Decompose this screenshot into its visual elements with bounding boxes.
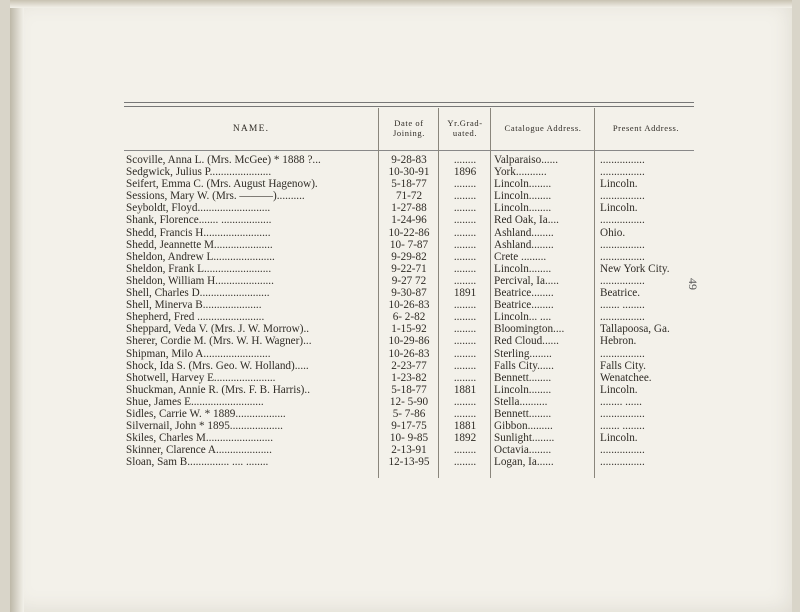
date-of-joining-cell: 71-72: [395, 190, 423, 203]
present-address-cell: Lincoln.: [600, 202, 638, 215]
member-name-cell: Shedd, Francis H........................: [126, 226, 271, 239]
date-of-joining-cell: 6- 2-82: [392, 311, 426, 324]
catalogue-address-cell: Bennett........: [494, 407, 552, 420]
date-of-joining-cell: 9-17-75: [391, 420, 427, 433]
date-of-joining-cell: 2-13-91: [391, 444, 427, 457]
table-row: [124, 178, 696, 190]
catalogue-address-cell: Bennett........: [494, 371, 552, 384]
year-graduated-cell: ........: [453, 371, 477, 384]
present-address-cell: Lincoln.: [600, 383, 638, 396]
table-row: [124, 360, 696, 372]
member-name-cell: Shotwell, Harvey E......................: [126, 371, 276, 384]
present-address-cell: ................: [600, 238, 645, 251]
year-graduated-cell: ........: [453, 238, 477, 251]
member-name-cell: Shipman, Milo A........................: [126, 347, 271, 360]
date-of-joining-cell: 12- 5-90: [389, 395, 429, 408]
year-graduated-cell: ........: [453, 456, 477, 469]
year-graduated-cell: ........: [453, 190, 477, 203]
present-address-cell: ........ ......: [600, 395, 642, 408]
year-graduated-cell: ........: [453, 395, 477, 408]
present-address-cell: ................: [600, 166, 645, 179]
table-row: [124, 227, 696, 239]
member-name-cell: Skiles, Charles M........................: [126, 432, 273, 445]
book-binding: [10, 0, 24, 612]
catalogue-address-cell: Sterling........: [494, 347, 552, 360]
header-present-address: Present Address.: [612, 123, 680, 134]
catalogue-address-cell: Beatrice........: [494, 287, 554, 300]
present-address-cell: Hebron.: [600, 335, 637, 348]
member-name-cell: Shuckman, Annie R. (Mrs. F. B. Harris)..: [126, 383, 310, 396]
date-of-joining-cell: 2-23-77: [391, 359, 427, 372]
date-of-joining-cell: 10-29-86: [388, 335, 430, 348]
catalogue-address-cell: Red Oak, Ia....: [494, 214, 559, 227]
table-row: [124, 214, 696, 226]
member-name-cell: Shell, Minerva B.....................: [126, 299, 262, 312]
header-name: NAME.: [232, 123, 270, 134]
date-of-joining-cell: 5-18-77: [391, 383, 427, 396]
date-of-joining-cell: 5-18-77: [391, 178, 427, 191]
catalogue-address-cell: Octavia........: [494, 444, 552, 457]
page: [10, 0, 792, 612]
member-name-cell: Seifert, Emma C. (Mrs. August Hagenow).: [126, 178, 318, 191]
catalogue-address-cell: Lincoln........: [494, 202, 552, 215]
catalogue-address-cell: Falls City......: [494, 359, 554, 372]
table-row: [124, 372, 696, 384]
present-address-cell: Lincoln.: [600, 178, 638, 191]
date-of-joining-cell: 10-26-83: [388, 299, 430, 312]
member-name-cell: Shedd, Jeannette M.....................: [126, 238, 273, 251]
page-number: 49: [686, 278, 700, 290]
date-of-joining-cell: 9-22-71: [391, 262, 427, 275]
member-name-cell: Sessions, Mary W. (Mrs. ———)..........: [126, 190, 305, 203]
catalogue-address-cell: Crete .........: [494, 250, 547, 263]
present-address-cell: Wenatchee.: [600, 371, 652, 384]
year-graduated-cell: ........: [453, 178, 477, 191]
table-top-rule-inner: [124, 106, 694, 107]
present-address-cell: ................: [600, 190, 645, 203]
date-of-joining-cell: 1-27-88: [391, 202, 427, 215]
member-name-cell: Sidles, Carrie W. * 1889..................: [126, 407, 286, 420]
date-of-joining-cell: 10-30-91: [388, 166, 430, 179]
catalogue-address-cell: Lincoln... ....: [494, 311, 552, 324]
table-row: [124, 263, 696, 275]
date-of-joining-cell: 5- 7-86: [392, 407, 426, 420]
present-address-cell: ................: [600, 407, 645, 420]
member-name-cell: Skinner, Clarence A....................: [126, 444, 272, 457]
catalogue-address-cell: Red Cloud......: [494, 335, 559, 348]
table-row: [124, 251, 696, 263]
catalogue-address-cell: Percival, Ia.....: [494, 274, 559, 287]
member-name-cell: Silvernail, John * 1895...................: [126, 420, 283, 433]
catalogue-address-cell: Lincoln........: [494, 190, 552, 203]
date-of-joining-cell: 9-29-82: [391, 250, 427, 263]
member-name-cell: Shank, Florence....... ..................: [126, 214, 272, 227]
date-of-joining-cell: 10- 7-87: [389, 238, 429, 251]
present-address-cell: ................: [600, 214, 645, 227]
table-row: [124, 239, 696, 251]
year-graduated-cell: ........: [453, 274, 477, 287]
date-of-joining-cell: 1-15-92: [391, 323, 427, 336]
catalogue-address-cell: Lincoln........: [494, 383, 552, 396]
year-graduated-cell: ........: [453, 444, 477, 457]
table-row: [124, 202, 696, 214]
year-graduated-cell: ........: [453, 359, 477, 372]
present-address-cell: Falls City.: [600, 359, 646, 372]
year-graduated-cell: ........: [453, 262, 477, 275]
year-graduated-cell: 1881: [453, 420, 477, 433]
present-address-cell: Lincoln.: [600, 432, 638, 445]
year-graduated-cell: ........: [453, 335, 477, 348]
catalogue-address-cell: Ashland........: [494, 238, 554, 251]
present-address-cell: ................: [600, 347, 645, 360]
member-name-cell: Sheppard, Veda V. (Mrs. J. W. Morrow)..: [126, 323, 310, 336]
table-top-rule: [124, 102, 694, 103]
year-graduated-cell: 1891: [453, 287, 477, 300]
member-name-cell: Sheldon, William H.....................: [126, 274, 274, 287]
header-year-graduated: Yr.Grad-uated.: [447, 118, 483, 138]
page-top-edge: [10, 0, 792, 8]
year-graduated-cell: ........: [453, 407, 477, 420]
year-graduated-cell: ........: [453, 154, 477, 166]
year-graduated-cell: ........: [453, 311, 477, 324]
year-graduated-cell: ........: [453, 323, 477, 336]
date-of-joining-cell: 1-24-96: [391, 214, 427, 227]
catalogue-address-cell: Gibbon.........: [494, 420, 553, 433]
catalogue-address-cell: Sunlight........: [494, 432, 555, 445]
present-address-cell: ................: [600, 444, 645, 457]
catalogue-address-cell: Logan, Ia......: [494, 456, 554, 469]
present-address-cell: New York City.: [600, 262, 670, 275]
present-address-cell: Ohio.: [600, 226, 626, 239]
date-of-joining-cell: 9-28-83: [391, 154, 427, 166]
catalogue-address-cell: Bloomington....: [494, 323, 565, 336]
member-name-cell: Shell, Charles D.........................: [126, 287, 270, 300]
present-address-cell: ................: [600, 250, 645, 263]
member-name-cell: Seyboldt, Floyd..........................: [126, 202, 271, 215]
year-graduated-cell: 1896: [453, 166, 477, 179]
table-row: [124, 384, 696, 396]
member-name-cell: Shepherd, Fred ........................: [126, 311, 265, 324]
catalogue-address-cell: Lincoln........: [494, 178, 552, 191]
year-graduated-cell: ........: [453, 226, 477, 239]
present-address-cell: ....... ........: [600, 420, 645, 433]
member-name-cell: Shue, James E..........................: [126, 395, 264, 408]
member-table-body: [124, 154, 696, 468]
year-graduated-cell: 1892: [453, 432, 477, 445]
table-row: [124, 190, 696, 202]
table-row: [124, 323, 696, 335]
table-row: [124, 432, 696, 444]
member-name-cell: Shock, Ida S. (Mrs. Geo. W. Holland).....: [126, 359, 309, 372]
year-graduated-cell: ........: [453, 250, 477, 263]
date-of-joining-cell: 12-13-95: [388, 456, 430, 469]
date-of-joining-cell: 9-27 72: [391, 274, 427, 287]
present-address-cell: Tallapoosa, Ga.: [600, 323, 670, 336]
year-graduated-cell: ........: [453, 202, 477, 215]
present-address-cell: ................: [600, 154, 645, 166]
table-row: [124, 166, 696, 178]
member-name-cell: Sheldon, Andrew L......................: [126, 250, 275, 263]
member-name-cell: Sherer, Cordie M. (Mrs. W. H. Wagner)...: [126, 335, 312, 348]
table-row: [124, 287, 696, 299]
year-graduated-cell: 1881: [453, 383, 477, 396]
date-of-joining-cell: 10-22-86: [388, 226, 430, 239]
catalogue-address-cell: York...........: [494, 166, 547, 179]
header-bottom-rule: [124, 150, 694, 151]
table-row: [124, 408, 696, 420]
present-address-cell: Beatrice.: [600, 287, 641, 300]
present-address-cell: ....... ........: [600, 299, 645, 312]
year-graduated-cell: ........: [453, 214, 477, 227]
present-address-cell: ................: [600, 311, 645, 324]
present-address-cell: ................: [600, 274, 645, 287]
year-graduated-cell: ........: [453, 299, 477, 312]
table-row: [124, 348, 696, 360]
table-row: [124, 456, 696, 468]
catalogue-address-cell: Ashland........: [494, 226, 554, 239]
date-of-joining-cell: 10-26-83: [388, 347, 430, 360]
table-row: [124, 396, 696, 408]
catalogue-address-cell: Stella..........: [494, 395, 548, 408]
table-row: [124, 335, 696, 347]
header-catalogue-address: Catalogue Address.: [504, 123, 582, 134]
table-row: [124, 275, 696, 287]
table-row: [124, 311, 696, 323]
catalogue-address-cell: Valparaiso......: [494, 154, 558, 166]
member-name-cell: Scoville, Anna L. (Mrs. McGee) * 1888 ?...: [126, 154, 321, 166]
table-row: [124, 154, 696, 166]
member-name-cell: Sheldon, Frank L........................: [126, 262, 272, 275]
member-name-cell: Sedgwick, Julius P......................: [126, 166, 272, 179]
table-row: [124, 299, 696, 311]
member-name-cell: Sloan, Sam B............... .... ........: [126, 456, 269, 469]
present-address-cell: ................: [600, 456, 645, 469]
date-of-joining-cell: 10- 9-85: [389, 432, 429, 445]
catalogue-address-cell: Lincoln........: [494, 262, 552, 275]
date-of-joining-cell: 9-30-87: [391, 287, 427, 300]
header-date-of-joining: Date of Joining.: [393, 118, 425, 138]
table-row: [124, 420, 696, 432]
date-of-joining-cell: 1-23-82: [391, 371, 427, 384]
catalogue-address-cell: Beatrice........: [494, 299, 554, 312]
year-graduated-cell: ........: [453, 347, 477, 360]
table-row: [124, 444, 696, 456]
